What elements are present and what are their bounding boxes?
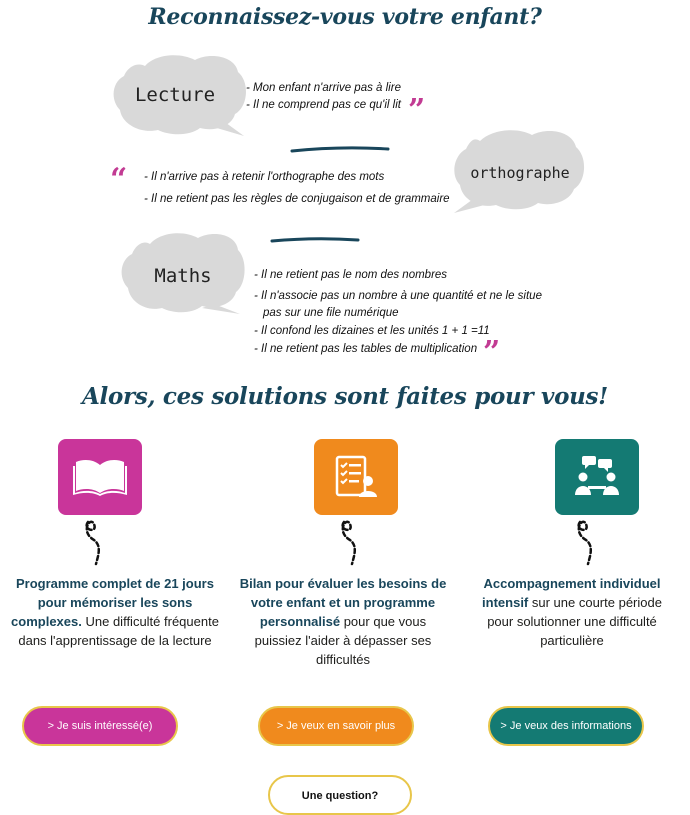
lecture-bullets — [246, 80, 401, 114]
orthographe-bullet-1: - Il n'arrive pas à retenir l'orthographe des mots — [144, 171, 385, 183]
orthographe-bullet-2: - Il ne retient pas les règles de conjugaison et de grammaire — [144, 193, 450, 205]
solution-1-bold: Programme complet de 21 jours pour mémoriser les sons complexes. — [11, 576, 214, 629]
checklist-icon — [334, 455, 378, 499]
closing-quote-icon: ” — [483, 335, 501, 370]
section-title-recognize: Reconnaissez-vous votre enfant? — [148, 4, 542, 30]
dashed-swirl — [336, 518, 366, 566]
closing-quote-icon: ” — [408, 93, 426, 128]
checklist-icon-tile — [314, 439, 398, 515]
people-chat-icon-tile — [555, 439, 639, 515]
dashed-swirl — [80, 518, 110, 566]
divider-stroke — [290, 145, 390, 155]
solution-3-description — [472, 574, 672, 650]
orthographe-label: orthographe — [470, 164, 570, 182]
maths-label: Maths — [154, 265, 212, 287]
orthographe-bullets — [144, 169, 450, 208]
dashed-swirl — [572, 518, 602, 566]
solution-1-text: Une difficulté fréquente dans l'apprentissage de la lecture — [18, 614, 219, 648]
book-icon — [73, 457, 127, 497]
solution-3-bold: Accompagnement individuel intensif — [482, 576, 661, 610]
section-title-solutions: Alors, ces solutions sont faites pour vous! — [82, 383, 608, 410]
interested-button[interactable]: > Je suis intéressé(e) — [22, 706, 178, 746]
question-button[interactable]: Une question? — [268, 775, 412, 815]
maths-bullet-4: - Il ne retient pas les tables de multiplication — [254, 343, 478, 355]
solution-3-text: sur une courte période pour solutionner une difficulté particulière — [487, 595, 662, 648]
lecture-label: Lecture — [134, 84, 216, 106]
lecture-bullet-1: - Mon enfant n'arrive pas à lire — [246, 82, 401, 94]
maths-bullet-2: - Il n'associe pas un nombre à une quantité et ne le situe — [254, 290, 542, 302]
solution-1-description — [10, 574, 220, 650]
maths-bullet-2-cont: pas sur une file numérique — [263, 307, 399, 319]
maths-bullet-1: - Il ne retient pas le nom des nombres — [254, 269, 448, 281]
book-icon-tile — [58, 439, 142, 515]
solution-2-bold: Bilan pour évaluer les besoins de votre enfant et un programme personnalisé — [239, 576, 447, 629]
learn-more-button[interactable]: > Je veux en savoir plus — [258, 706, 414, 746]
opening-quote-icon: “ — [110, 162, 128, 197]
solution-2-text: pour que vous puissiez l'aider à dépasser ses difficultés — [254, 614, 432, 667]
lecture-bullet-2: - Il ne comprend pas ce qu'il lit — [246, 99, 401, 111]
divider-stroke — [270, 236, 360, 246]
people-chat-icon — [574, 455, 620, 499]
information-button[interactable]: > Je veux des informations — [488, 706, 644, 746]
solution-2-description — [237, 574, 449, 669]
maths-bullet-3: - Il confond les dizaines et les unités 1 + 1 =11 — [254, 325, 490, 337]
